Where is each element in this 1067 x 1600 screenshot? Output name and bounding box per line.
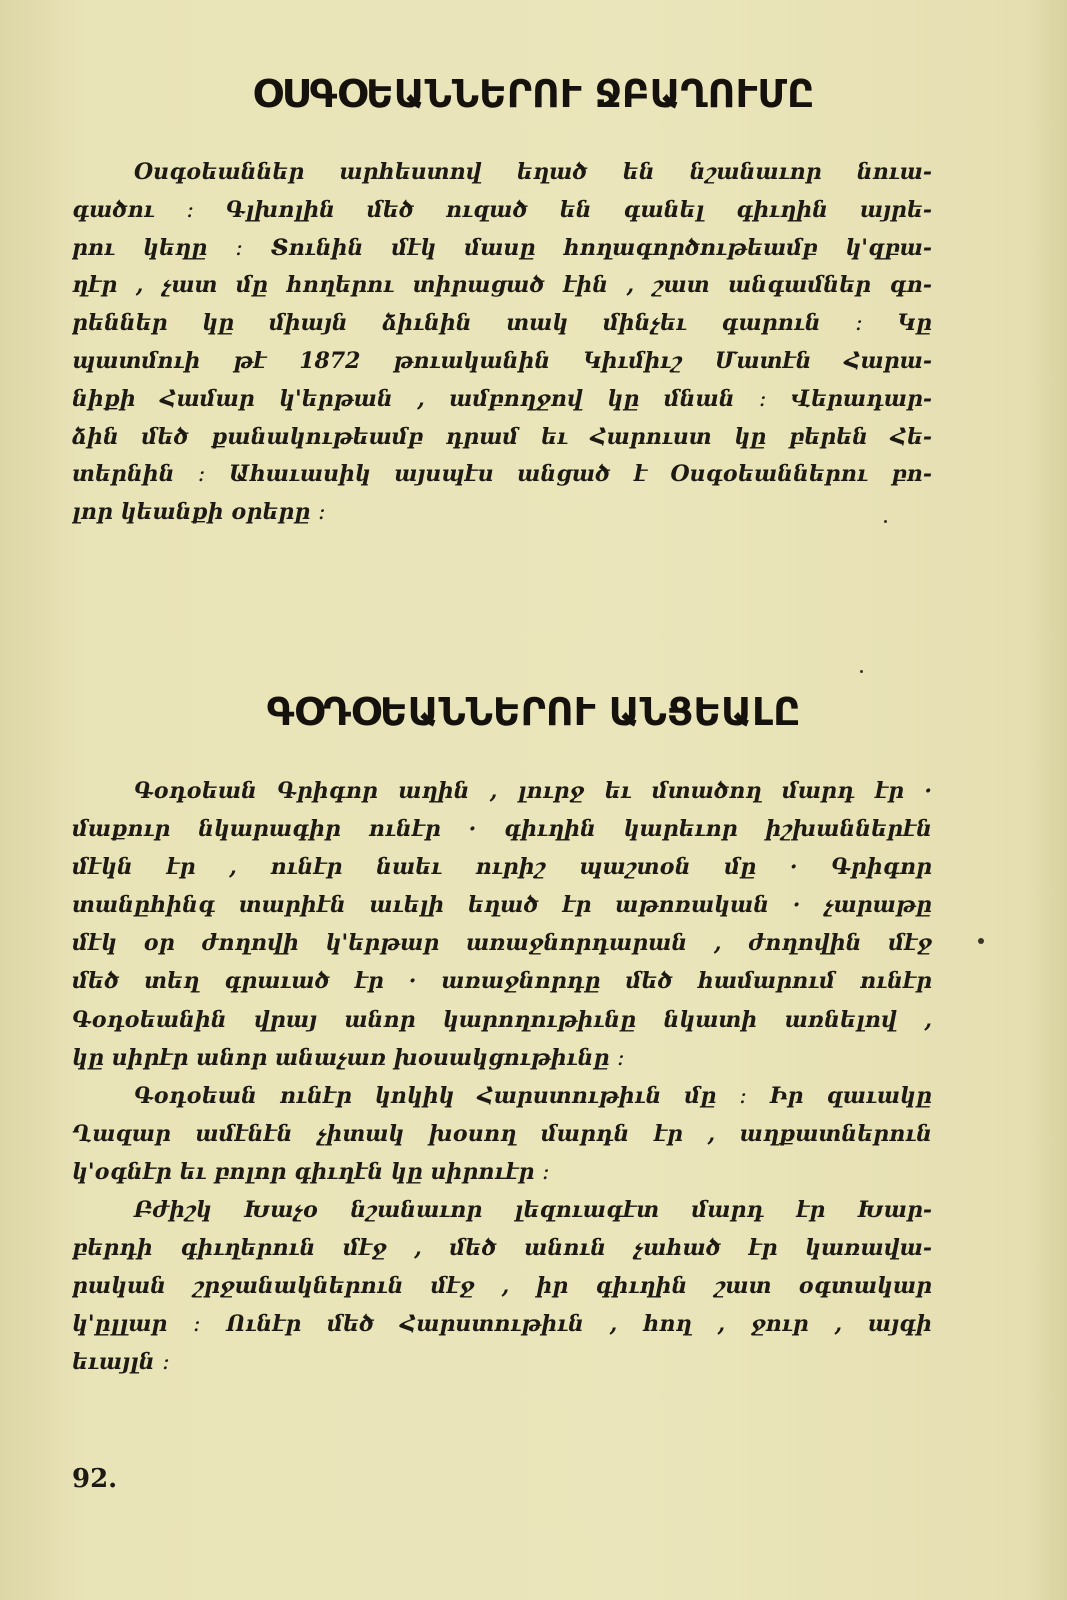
- text-line: րու կեղը ։ Տունին մէկ մասը հողագործութեամբ կ'զբա-: [72, 234, 932, 261]
- section-body: [72, 154, 932, 532]
- text-line: մէկ օր ժողովի կ'երթար առաջնորդարան , ժողովին մէջ: [72, 930, 932, 957]
- ink-speck: [884, 520, 887, 523]
- text-line: լոր կեանքի օրերը ։: [72, 499, 326, 526]
- ink-speck: [860, 670, 863, 673]
- text-line: ղէր , չատ մը հողերու տիրացած էին , շատ անգամներ գո-: [72, 272, 932, 299]
- text-line: մաքուր նկարագիր ունէր · գիւղին կարեւոր իշխաններէն: [72, 816, 932, 843]
- section-heading: ՕՍԳՕԵԱՆՆԵՐՈՒ ՋԲԱՂՈՒՄԸ: [252, 72, 815, 116]
- text-line: տանըհինգ տարիէն աւելի եղած էր աթոռական · չարաթը: [72, 892, 932, 919]
- text-line: մէկն էր , ունէր նաեւ ուրիշ պաշտօն մը · Գրիգոր: [72, 854, 932, 881]
- text-line: Բժիշկ Խաչօ նշանաւոր լեզուագէտ մարդ էր Խար-: [134, 1197, 932, 1224]
- text-line: Գօդօեան Գրիգոր աղին , լուրջ եւ մտածող մարդ էր ·: [134, 778, 932, 804]
- text-line: Գօդօեանին վրայ անոր կարողութիւնը նկատի առնելով ,: [72, 1006, 932, 1033]
- ink-speck: [978, 938, 984, 944]
- text-line: մեծ տեղ գրաւած էր · առաջնորդը մեծ համարում ունէր: [72, 968, 932, 995]
- text-line: բերդի գիւղերուն մէջ , մեծ անուն չահած էր կառավա-: [72, 1235, 932, 1262]
- text-line: պատմուի թէ 1872 թուականին Կիւմիւշ Մատէն Հարա-: [72, 347, 932, 374]
- text-line: նիքի Համար կ'երթան , ամբողջով կը մնան ։ Վերադար-: [72, 385, 932, 412]
- section-body: [72, 772, 932, 1382]
- text-line: եւայլն ։: [72, 1349, 170, 1376]
- text-line: Ղազար ամէնէն չիտակ խօսող մարդն էր , աղքատներուն: [72, 1120, 932, 1147]
- text-line: րեններ կը միայն ձիւնին տակ մինչեւ գարուն ։ Կը: [72, 310, 932, 337]
- text-line: գածու ։ Գլխոլին մեծ ուզած են գանել գիւղին այրե-: [72, 196, 932, 223]
- text-line: տերնին ։ Ահաւասիկ այսպէս անցած է Օսգօեաններու բո-: [72, 461, 932, 488]
- text-line: Օսգօեաններ արհեստով եղած են նշանաւոր նուա-: [134, 159, 932, 185]
- text-line: կը սիրէր անոր անաչառ խօսակցութիւնը ։: [72, 1044, 625, 1071]
- text-line: Գօդօեան ունէր կոկիկ Հարստութիւն մը ։ Իր զաւակը: [134, 1082, 932, 1109]
- text-line: րական շրջանակներուն մէջ , իր գիւղին շատ օգտակար: [72, 1273, 932, 1300]
- text-line: կ'օգնէր եւ բոլոր գիւղէն կը սիրուէր ։: [72, 1158, 550, 1185]
- text-line: ձին մեծ քանակութեամբ դրամ եւ Հարուստ կը բերեն Հե-: [72, 423, 932, 450]
- page-number: 92.: [72, 1464, 118, 1494]
- section-heading: ԳՕԴՕԵԱՆՆԵՐՈՒ ԱՆՑԵԱԼԸ: [266, 690, 801, 734]
- text-line: կ'ըլլար ։ Ունէր մեծ Հարստութիւն , հող , ջուր , այգի: [72, 1311, 932, 1338]
- section-oskoyan-occupation: [0, 72, 1067, 532]
- section-godoyan-past: [0, 690, 1067, 1382]
